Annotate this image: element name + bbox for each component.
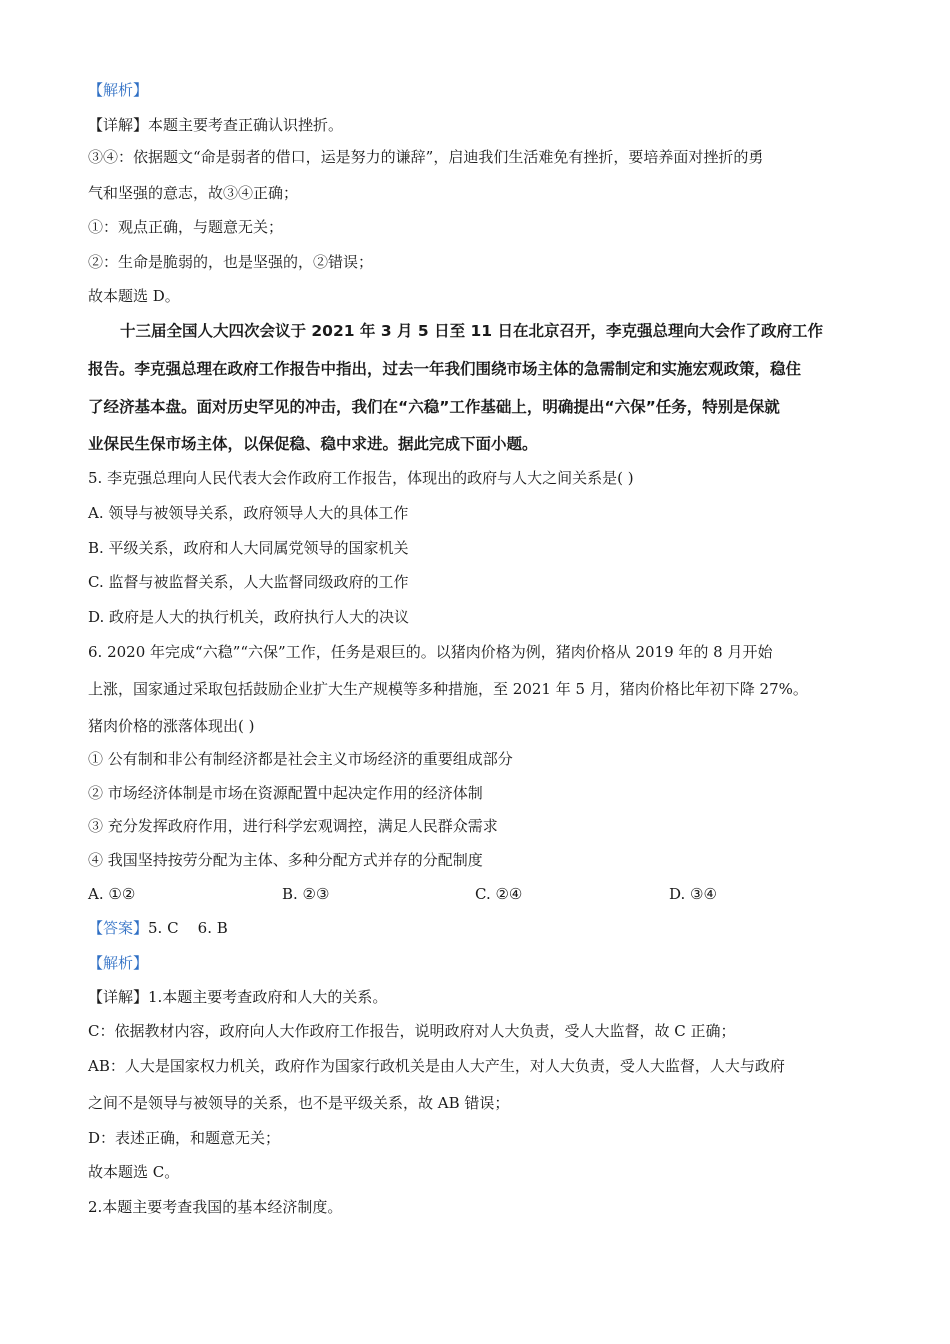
q6-option-b: B. ②③ — [282, 885, 330, 903]
answer-line — [88, 918, 228, 938]
q6-option-c: C. ②④ — [475, 885, 523, 903]
answer-text: 5. C 6. B — [148, 919, 228, 937]
q6-statement-2: ② 市场经济体制是市场在资源配置中起决定作用的经济体制 — [88, 784, 483, 802]
question-6-stem: 上涨，国家通过采取包括鼓励企业扩大生产规模等多种措施，至 2021 年 5 月，猪肉价格比年初下降 27%。 — [88, 680, 808, 698]
analysis-text: ①：观点正确，与题意无关； — [88, 218, 284, 236]
analysis-text: ③④：依据题文“命是弱者的借口，运是努力的谦辞”，启迪我们生活难免有挫折，要培养面对挫折的勇 — [88, 148, 764, 166]
q6-statement-1: ① 公有制和非公有制经济都是社会主义市场经济的重要组成部分 — [88, 750, 513, 768]
passage-line: 报告。李克强总理在政府工作报告中指出，过去一年我们围绕市场主体的急需制定和实施宏观政策，稳住 — [88, 360, 802, 378]
analysis-conclusion: 故本题选 D。 — [88, 287, 180, 305]
detail-line: 【详解】本题主要考查正确认识挫折。 — [88, 116, 344, 134]
passage-line: 业保民生保市场主体，以保促稳、稳中求进。据此完成下面小题。 — [88, 435, 538, 453]
question-5-stem: 5. 李克强总理向人民代表大会作政府工作报告，体现出的政府与人大之间关系是( ) — [88, 469, 634, 487]
q5-option-a: A. 领导与被领导关系，政府领导人大的具体工作 — [88, 504, 409, 522]
q6-statement-4: ④ 我国坚持按劳分配为主体、多种分配方式并存的分配制度 — [88, 851, 483, 869]
passage-line: 了经济基本盘。面对历史罕见的冲击，我们在“六稳”工作基础上，明确提出“六保”任务，特别是保就 — [88, 398, 780, 416]
analysis-text: 2.本题主要考查我国的基本经济制度。 — [88, 1198, 343, 1216]
q5-option-b: B. 平级关系，政府和人大同属党领导的国家机关 — [88, 539, 409, 557]
analysis-tag: 【解析】 — [88, 954, 149, 972]
detail-line: 【详解】1.本题主要考查政府和人大的关系。 — [88, 988, 388, 1006]
analysis-tag: 【解析】 — [88, 81, 149, 99]
analysis-text: AB：人大是国家权力机关，政府作为国家行政机关是由人大产生，对人大负责，受人大监督，人大与政府 — [88, 1057, 785, 1075]
passage-line: 十三届全国人大四次会议于 2021 年 3 月 5 日至 11 日在北京召开，李克强总理向大会作了政府工作 — [120, 322, 823, 340]
analysis-text: ②：生命是脆弱的，也是坚强的，②错误； — [88, 253, 374, 271]
analysis-conclusion: 故本题选 C。 — [88, 1163, 180, 1181]
question-6-stem: 猪肉价格的涨落体现出( ) — [88, 717, 255, 735]
analysis-text: D：表述正确，和题意无关； — [88, 1129, 281, 1147]
question-6-stem: 6. 2020 年完成“六稳”“六保”工作，任务是艰巨的。以猪肉价格为例，猪肉价格从 2019 年的 8 月开始 — [88, 643, 773, 661]
analysis-text: 气和坚强的意志，故③④正确； — [88, 184, 299, 202]
q5-option-d: D. 政府是人大的执行机关，政府执行人大的决议 — [88, 608, 410, 626]
q6-option-a: A. ①② — [88, 885, 136, 903]
q6-option-d: D. ③④ — [669, 885, 717, 903]
q6-statement-3: ③ 充分发挥政府作用，进行科学宏观调控，满足人民群众需求 — [88, 817, 498, 835]
q5-option-c: C. 监督与被监督关系，人大监督同级政府的工作 — [88, 573, 409, 591]
answer-tag: 【答案】 — [88, 919, 149, 937]
analysis-text: 之间不是领导与被领导的关系，也不是平级关系，故 AB 错误； — [88, 1094, 510, 1112]
analysis-text: C：依据教材内容，政府向人大作政府工作报告，说明政府对人大负责，受人大监督，故 C 正确； — [88, 1022, 736, 1040]
